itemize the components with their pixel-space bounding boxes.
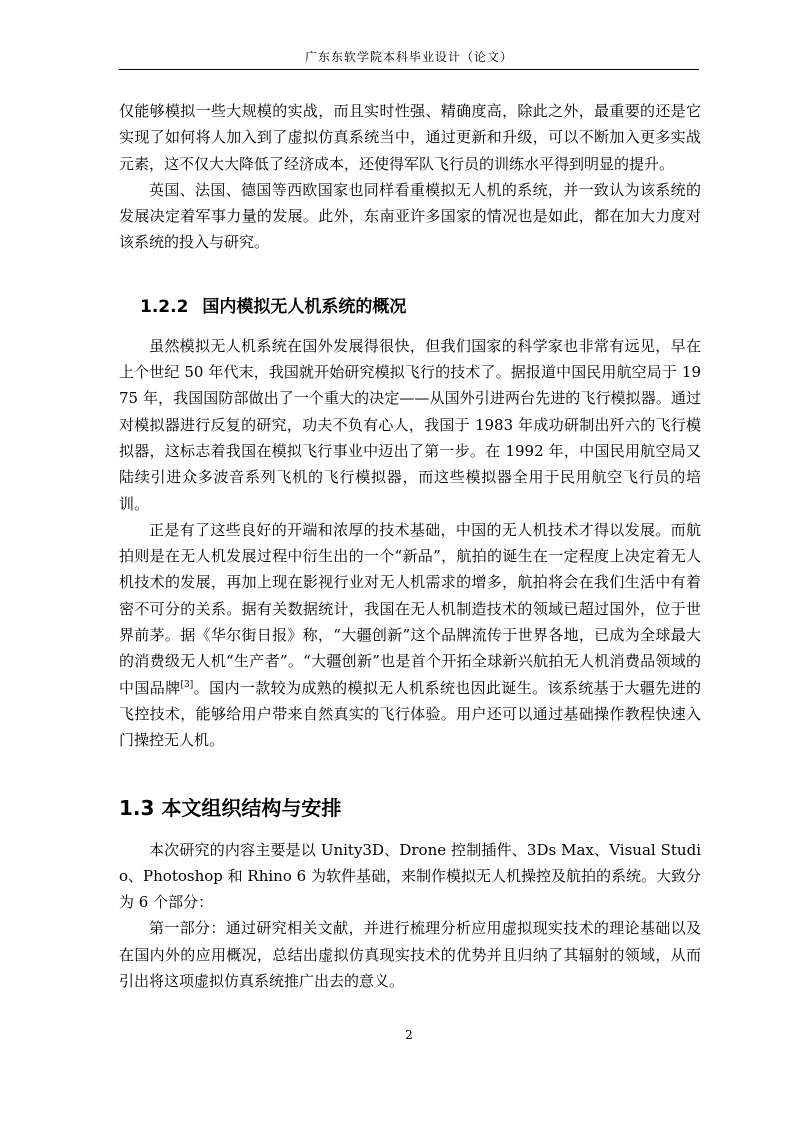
section-number: 1.2.2 <box>140 296 189 317</box>
page-header-title: 广东东软学院本科毕业设计（论文） <box>304 50 513 64</box>
paragraph-continuation: 仅能够模拟一些大规模的实战，而且实时性强、精确度高，除此之外，最重要的还是它实现了如何将人加入到了虚拟仿真系统当中，通过更新和升级，可以不断加入更多实战元素，这不仅大大降低了经济成本，还使得军队飞行员的训练水平得到明显的提升。 <box>119 102 701 173</box>
page-content <box>119 98 701 994</box>
header-rule <box>119 69 699 70</box>
paragraph-aerial-photography <box>119 517 701 754</box>
paragraph-text: 正是有了这些良好的开端和浓厚的技术基础，中国的无人机技术才得以发展。而航拍则是在无人机发展过程中衍生出的一个“新品”，航拍的诞生在一定程度上决定着无人机技术的发展，再加上现在影视行业对无人机需求的增多，航拍将会在我们生活中有着密不可分的关系。据有关数据统计，我国在无人机制造技术的领域已超过国外，位于世界前茅。据《华尔街日报》称，“大疆创新”这个品牌流传于世界各地，已成为全球最大的消费级无人机“生产者”。“大疆创新”也是首个开拓全球新兴航拍无人机消费品领域的中国品牌 <box>119 520 701 697</box>
paragraph-part-one: 第一部分：通过研究相关文献，并进行梳理分析应用虚拟现实技术的理论基础以及在国内外的应用概况，总结出虚拟仿真现实技术的优势并且归纳了其辐射的领域，从而引出将这项虚拟仿真系统推广出去的意义。 <box>119 919 701 991</box>
paragraph-research-content: 本次研究的内容主要是以 Unity3D、Drone 控制插件、3Ds Max、Visual Studio、Photoshop 和 Rhino 6 为软件基础，来制作模拟无人机操控及航拍的系统。大致分为 6 个部分： <box>119 840 701 912</box>
section-heading-1-2-2 <box>119 294 701 320</box>
paragraph-western-europe: 英国、法国、德国等西欧国家也同样看重模拟无人机的系统，并一致认为该系统的发展决定着军事力量的发展。此外，东南亚许多国家的情况也是如此，都在加大力度对该系统的投入与研究。 <box>119 180 701 252</box>
page-number: 2 <box>405 1028 413 1042</box>
paragraph-text: 。国内一款较为成熟的模拟无人机系统也因此诞生。该系统基于大疆先进的飞控技术，能够给用户带来自然真实的飞行体验。用户还可以通过基础操作教程快速入门操控无人机。 <box>119 678 701 750</box>
citation-reference: [3] <box>180 679 194 690</box>
section-heading-1-3: 1.3 本文组织结构与安排 <box>119 795 342 820</box>
section-title: 国内模拟无人机系统的概况 <box>202 296 407 317</box>
paragraph-domestic-history: 虽然模拟无人机系统在国外发展得很快，但我们国家的科学家也非常有远见，早在上个世纪 50 年代末，我国就开始研究模拟飞行的技术了。据报道中国民用航空局于 1975 年，我国国防部做出了一个重大的决定——从国外引进两台先进的飞行模拟器。通过对模拟器进行反复的研究，功夫不负有心人，我国于 1983 年成功研制出歼六的飞行模拟器，这标志着我国在模拟飞行事业中迈出了第一步。在 1992 年，中国民用航空局又陆续引进众多波音系列飞机的飞行模拟器，而这些模拟器全用于民用航空飞行员的培训。 <box>119 336 701 513</box>
